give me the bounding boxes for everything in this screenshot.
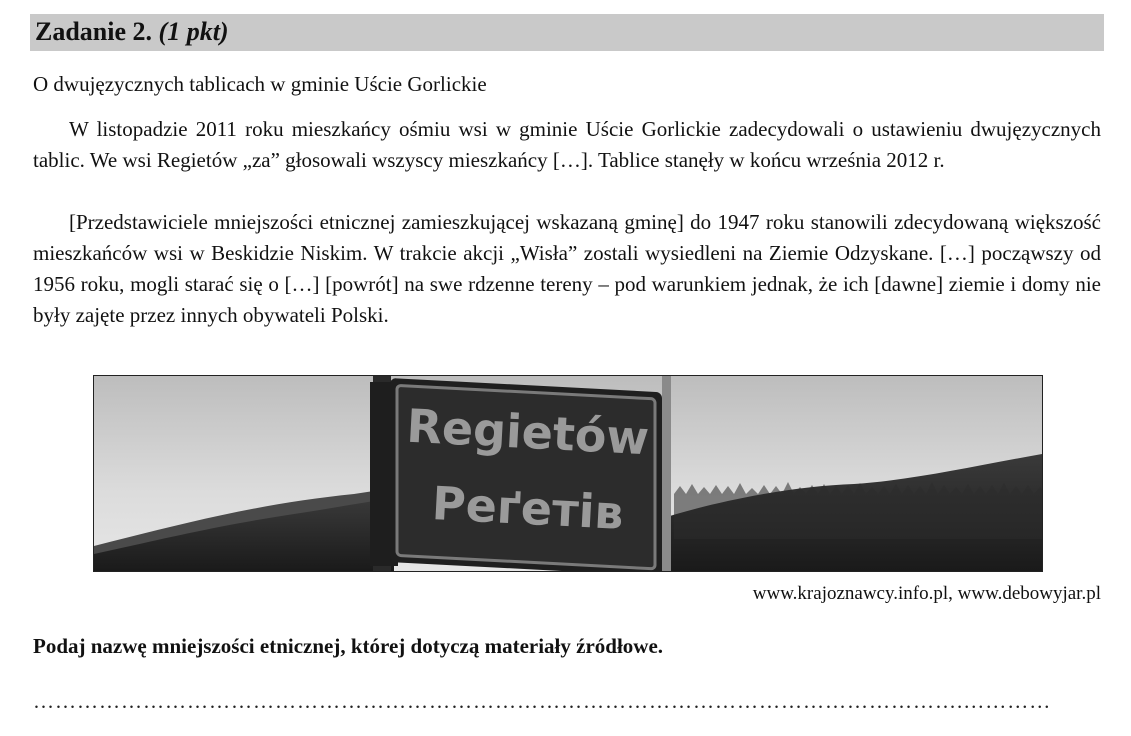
task-header-bar (30, 14, 1104, 51)
paragraph-1: W listopadzie 2011 roku mieszkańcy ośmiu wsi w gminie Uście Gorlickie zadecydowali o ustawieniu dwujęzycznych tablic. We wsi Regietów „za” głosowali wszyscy mieszkańcy […]. Tablice stanęły w końcu września 2012 r. (33, 117, 1101, 172)
task-number: Zadanie 2. (35, 17, 153, 46)
source-text-block-2 (33, 207, 1101, 331)
source-title: O dwujęzycznych tablicach w gminie Uście Gorlickie (33, 72, 487, 96)
sign-post-right (662, 376, 671, 571)
answer-line[interactable]: ……………………………………………………………………………………………………………….………… (33, 690, 1052, 712)
sign-text-latin: Regietów (405, 398, 651, 466)
task-title (35, 17, 229, 47)
task-points: (1 pkt) (158, 17, 229, 46)
source-text-block-1 (33, 114, 1101, 176)
sign-text-cyrillic: Реґетів (430, 476, 625, 541)
paragraph-2: [Przedstawiciele mniejszości etnicznej zamieszkującej wskazaną gminę] do 1947 roku stanowili zdecydowaną większość mieszkańców wsi w Beskidzie Niskim. W trakcie akcji „Wisła” zostali wysiedleni na Ziemie Odzyskane. […] począwszy od 1956 roku, mogli starać się o […] [powrót] na swe rdzenne tereny – pod warunkiem jednak, że ich [dawne] ziemie i domy nie były zajęte przez innych obywateli Polski. (33, 210, 1101, 327)
question-text: Podaj nazwę mniejszości etnicznej, której dotyczą materiały źródłowe. (33, 634, 664, 658)
village-sign-photo (93, 375, 1043, 572)
source-citation: www.krajoznawcy.info.pl, www.debowyjar.pl (752, 583, 1101, 604)
